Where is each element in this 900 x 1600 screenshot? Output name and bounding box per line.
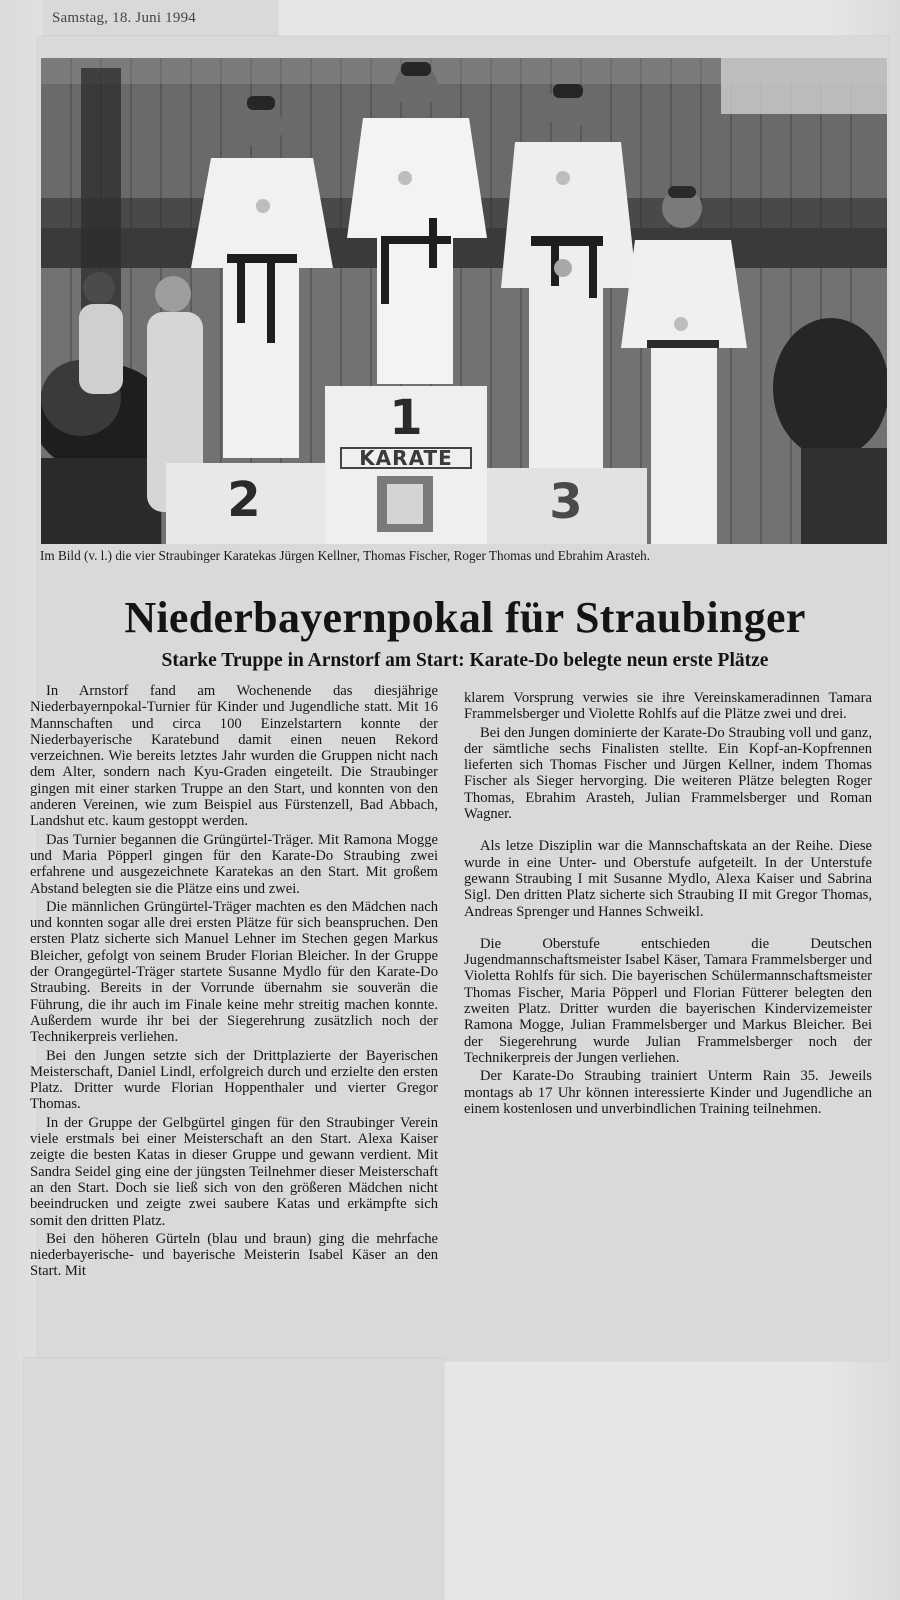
- podium-photo-illustration: [41, 58, 887, 544]
- article-paragraph: Die Oberstufe entschieden die Deutschen Jugendmannschaftsmeister Isabel Käser, Tamara Frammelsberger und Violetta Rohlfs für sich. Die bayerischen Schülermannschaftsmeister Thomas Fischer, Maria Pöpperl und Florian Fütterer belegten den zweiten Platz. Dritter wurden die bayerischen Kindervizemeister Ramona Mogge, Julian Frammelsberger und Markus Bleicher. Bei der Siegerehrung wurde Julian Frammelsberger noch der Technikerpreis der Jungen verliehen.: [464, 935, 872, 1066]
- article-paragraph: Bei den Jungen setzte sich der Drittplazierte der Bayerischen Meisterschaft, Daniel Lindl, erfolgreich durch und erzielte den ersten Platz. Dritter wurde Florian Hoppenthaler und vierter Gregor Thomas.: [30, 1047, 438, 1113]
- article-tail-clipping: [24, 1358, 444, 1600]
- dateline: Samstag, 18. Juni 1994: [52, 10, 196, 26]
- article-paragraph: Bei den Jungen dominierte der Karate-Do Straubing voll und ganz, der sämtliche sechs Finalisten stellte. Ein Kopf-an-Kopfrennen lieferten sich Thomas Fischer und Jürgen Kellner, indem Thomas Fischer als Sieger hervorging. Die weiteren Plätze belegten Roger Thomas, Ebrahim Arasteh, Julian Frammelsberger und Roman Wagner.: [464, 724, 872, 823]
- article-paragraph: Der Karate-Do Straubing trainiert Unterm Rain 35. Jeweils montags ab 17 Uhr können interessierte Kinder und Jugendliche an einem kostenlosen und unverbindlichen Training teilnehmen.: [464, 1068, 872, 1117]
- article-paragraph: In Arnstorf fand am Wochenende das diesjährige Niederbayernpokal-Turnier für Kinder und Jugendliche statt. Mit 16 Mannschaften und circa 100 Einzelstartern konnte der Niederbayerische Karatebund damit einen neuen Rekord verzeichnen. Wie bereits letztes Jahr wurden die Gruppen nicht nach dem Alter, sondern nach Kyu-Graden eingeteilt. Die Straubinger gingen mit einer starken Truppe an den Start, und konnten von den anderen Vereinen, wie zum Beispiel aus Fürstenzell, Bad Abbach, Landshut etc. kaum gestoppt werden.: [30, 683, 438, 830]
- article-paragraph: Als letze Disziplin war die Mannschaftskata an der Reihe. Diese wurde in eine Unter- und Oberstufe aufgeteilt. In der Unterstufe gewann Straubing I mit Susanne Mydlo, Alexa Kaiser und Sabrina Sigl. Den dritten Platz sicherte sich Straubing II mit Gregor Thomas, Andreas Sprenger und Hannes Schweikl.: [464, 838, 872, 920]
- photo-caption: Im Bild (v. l.) die vier Straubinger Karatekas Jürgen Kellner, Thomas Fischer, Roger Thomas und Ebrahim Arasteh.: [40, 548, 651, 563]
- article-photo: [41, 58, 887, 544]
- article-paragraph: klarem Vorsprung verwies sie ihre Vereinskameradinnen Tamara Frammelsberger und Violette Rohlfs auf die Plätze zwei und drei.: [464, 690, 872, 723]
- article-paragraph: In der Gruppe der Gelbgürtel gingen für den Straubinger Verein viele erstmals bei einer Meisterschaft an den Start. Alexa Kaiser zeigte die besten Katas in dieser Gruppe und gewann verdient. Mit Sandra Seidel ging eine der jüngsten Teilnehmer dieser Meisterschaft an den Start. Doch sie ließ sich von den größeren Mädchen nicht beeindrucken und zeigte zwei saubere Katas und erkämpfte sich somit den dritten Platz.: [30, 1114, 438, 1229]
- subheadline: Starke Truppe in Arnstorf am Start: Karate-Do belegte neun erste Plätze: [161, 650, 769, 671]
- article-paragraph: Die männlichen Grüngürtel-Träger machten es den Mädchen nach und konnten sogar alle drei ersten Plätze für sich beanspruchen. Den ersten Platz sicherte sich Manuel Lehner im Stechen gegen Markus Bleicher, gefolgt von seinem Bruder Florian Bleicher. In der Gruppe der Orangegürtel-Träger startete Susanne Mydlo für den Karate-Do Straubing. Bereits in der Vorrunde übernahm sie souverän die Führung, die ihr auch im Finale keine mehr streitig machen konnte. Außerdem wurde ihr bei der Siegerehrung zusätzlich noch der Technikerpreis verliehen.: [30, 898, 438, 1046]
- article-paragraph: Das Turnier begannen die Grüngürtel-Träger. Mit Ramona Mogge und Maria Pöpperl gingen für den Karate-Do Straubing zwei erfahrene und ausgezeichnete Karatekas an den Start. Mit großem Abstand belegten sie die Plätze eins und zwei.: [30, 831, 438, 897]
- article-column-left: [30, 683, 438, 1282]
- headline: Niederbayernpokal für Straubinger: [124, 593, 806, 642]
- podium-banner-text: KARATE: [359, 446, 453, 470]
- podium-number-1: 1: [389, 390, 423, 446]
- podium-number-3: 3: [549, 474, 583, 530]
- article-column-right: [464, 690, 872, 1119]
- podium-number-2: 2: [227, 472, 261, 528]
- article-paragraph: Bei den höheren Gürteln (blau und braun) ging die mehrfache niederbayerische- und bayerische Meisterin Isabel Käser an den Start. Mit: [30, 1230, 438, 1280]
